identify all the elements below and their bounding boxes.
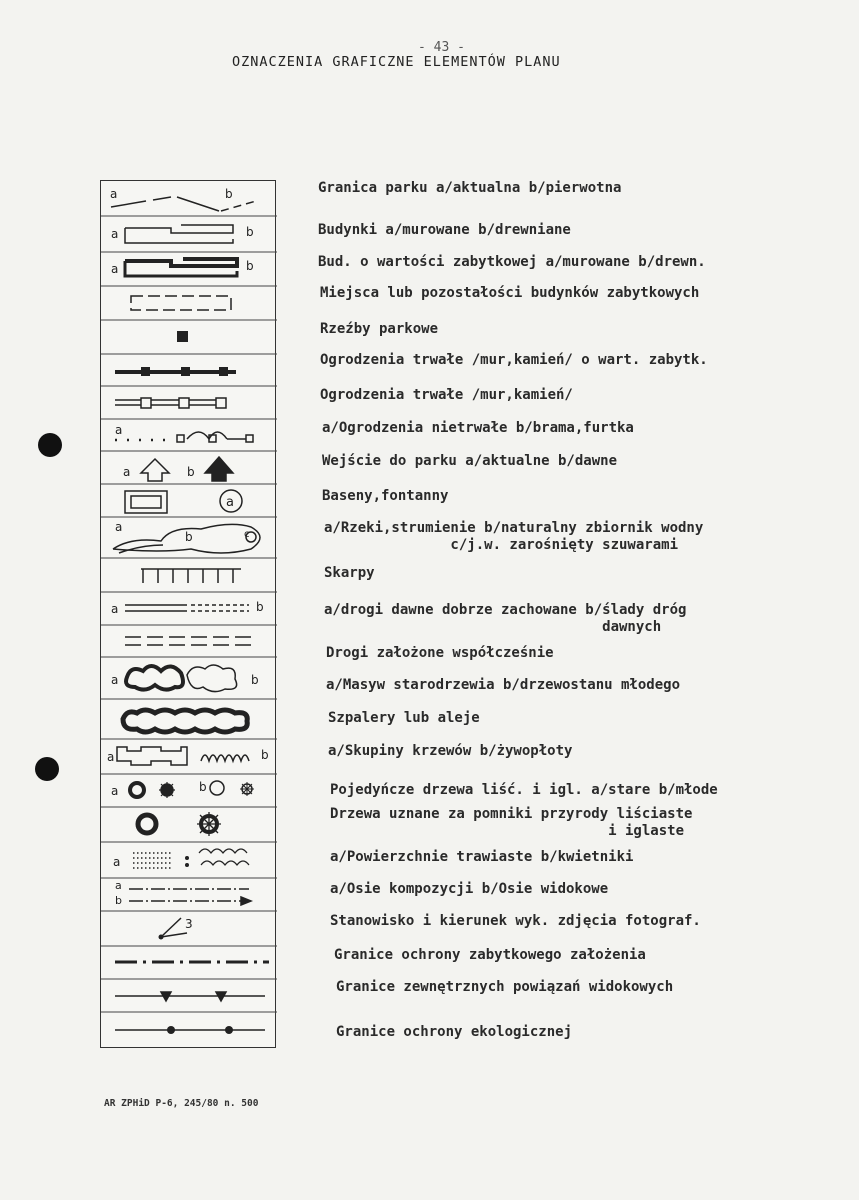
symbol-axes — [115, 879, 251, 907]
legend-item-19: Drzewa uznane za pomniki przyrody liściaste i iglaste — [330, 806, 693, 839]
symbol-letter-fountain: a — [226, 495, 234, 510]
svg-text:b: b — [256, 600, 264, 614]
symbol-water — [113, 520, 260, 553]
symbol-view-border — [115, 992, 265, 1001]
legend-item-11: a/Rzeki,strumienie b/naturalny zbiornik wodny c/j.w. zarośnięty szuwarami — [324, 520, 704, 553]
legend-item-4: Miejsca lub pozostałości budynków zabytkowych — [320, 285, 700, 301]
svg-text:b: b — [246, 259, 254, 273]
legend-item-3: Bud. o wartości zabytkowej a/murowane b/drewn. — [318, 254, 706, 270]
legend-symbols — [101, 181, 277, 1049]
svg-text:a: a — [111, 673, 119, 687]
svg-text:a: a — [111, 784, 119, 798]
symbol-letter-a: a — [110, 187, 118, 201]
symbol-alleys — [123, 710, 247, 732]
legend-item-18: Pojedyńcze drzewa liść. i igl. a/stare b/młode — [330, 782, 718, 798]
page-title: OZNACZENIA GRAFICZNE ELEMENTÓW PLANU — [232, 54, 561, 70]
svg-text:b: b — [246, 225, 254, 239]
legend-item-16: Szpalery lub aleje — [328, 710, 480, 726]
symbol-photo-number: 3 — [185, 917, 193, 931]
symbol-temporary-fence — [115, 423, 253, 442]
symbol-pools-fountains — [125, 490, 242, 513]
legend-item-20: a/Powierzchnie trawiaste b/kwietniki — [330, 849, 634, 865]
legend-item-9: Wejście do parku a/aktualne b/dawne — [322, 453, 618, 469]
legend-item-15: a/Masyw starodrzewia b/drzewostanu młodego — [326, 677, 681, 693]
svg-text:a: a — [111, 262, 119, 276]
symbol-historic-fence — [115, 367, 236, 376]
svg-text:a: a — [123, 465, 131, 479]
svg-text:a: a — [115, 879, 122, 892]
legend-item-8: a/Ogrodzenia nietrwałe b/brama,furtka — [322, 420, 634, 436]
legend-item-25: Granice ochrony ekologicznej — [336, 1024, 573, 1040]
symbol-historic-buildings — [111, 259, 254, 276]
symbol-letter-c: c — [244, 529, 250, 540]
legend-item-12: Skarpy — [324, 565, 375, 581]
symbol-old-roads — [111, 600, 264, 616]
svg-text:a: a — [111, 602, 119, 616]
legend-item-21: a/Osie kompozycji b/Osie widokowe — [330, 881, 609, 897]
legend-item-5: Rzeźby parkowe — [320, 321, 439, 337]
symbol-park-boundary — [110, 187, 256, 211]
symbol-sculptures — [177, 331, 188, 342]
legend-item-6: Ogrodzenia trwałe /mur,kamień/ o wart. zabytk. — [320, 352, 708, 368]
svg-text:b: b — [185, 530, 193, 544]
svg-text:b: b — [199, 780, 207, 794]
svg-text:b: b — [115, 894, 122, 907]
symbol-park-entrance — [123, 457, 233, 481]
svg-text:a: a — [115, 423, 123, 437]
symbol-ecological-border — [115, 1026, 265, 1034]
legend-item-17: a/Skupiny krzewów b/żywopłoty — [328, 743, 573, 759]
legend-item-23: Granice ochrony zabytkowego założenia — [334, 947, 646, 963]
symbol-modern-roads — [125, 637, 251, 645]
symbol-building-remains — [131, 296, 231, 310]
svg-text:b: b — [261, 748, 269, 762]
symbol-tree-massif — [111, 665, 259, 692]
svg-text:a: a — [113, 855, 121, 869]
legend-item-7: Ogrodzenia trwałe /mur,kamień/ — [320, 387, 573, 403]
legend-symbol-column — [100, 180, 276, 1048]
legend-item-1: Granica parku a/aktualna b/pierwotna — [318, 180, 622, 196]
legend-item-14: Drogi założone współcześnie — [326, 645, 554, 661]
symbol-shrubs-hedges — [107, 747, 269, 765]
punch-hole-top — [38, 433, 62, 457]
symbol-single-trees — [111, 780, 254, 798]
svg-text:a: a — [107, 750, 115, 764]
svg-text:a: a — [115, 520, 123, 534]
symbol-photo-station — [159, 917, 193, 940]
legend-item-2: Budynki a/murowane b/drewniane — [318, 222, 571, 238]
legend-item-10: Baseny,fontanny — [322, 488, 449, 504]
svg-text:b: b — [251, 673, 259, 687]
svg-text:a: a — [111, 227, 119, 241]
symbol-monument-trees — [138, 812, 221, 836]
symbol-permanent-fence — [115, 398, 226, 408]
symbol-slopes — [141, 569, 241, 583]
symbol-lawns-flowerbeds — [113, 849, 249, 869]
punch-hole-bottom — [35, 757, 59, 781]
symbol-buildings — [111, 225, 254, 243]
footer-print-code: AR ZPHiD P-6, 245/80 n. 500 — [104, 1098, 259, 1109]
legend-item-22: Stanowisko i kierunek wyk. zdjęcia fotograf. — [330, 913, 701, 929]
symbol-letter-b: b — [225, 187, 233, 201]
page-number: - 43 - — [418, 40, 465, 55]
legend-item-24: Granice zewnętrznych powiązań widokowych — [336, 979, 674, 995]
legend-item-13: a/drogi dawne dobrze zachowane b/ślady dróg dawnych — [324, 602, 687, 635]
svg-text:b: b — [187, 465, 195, 479]
